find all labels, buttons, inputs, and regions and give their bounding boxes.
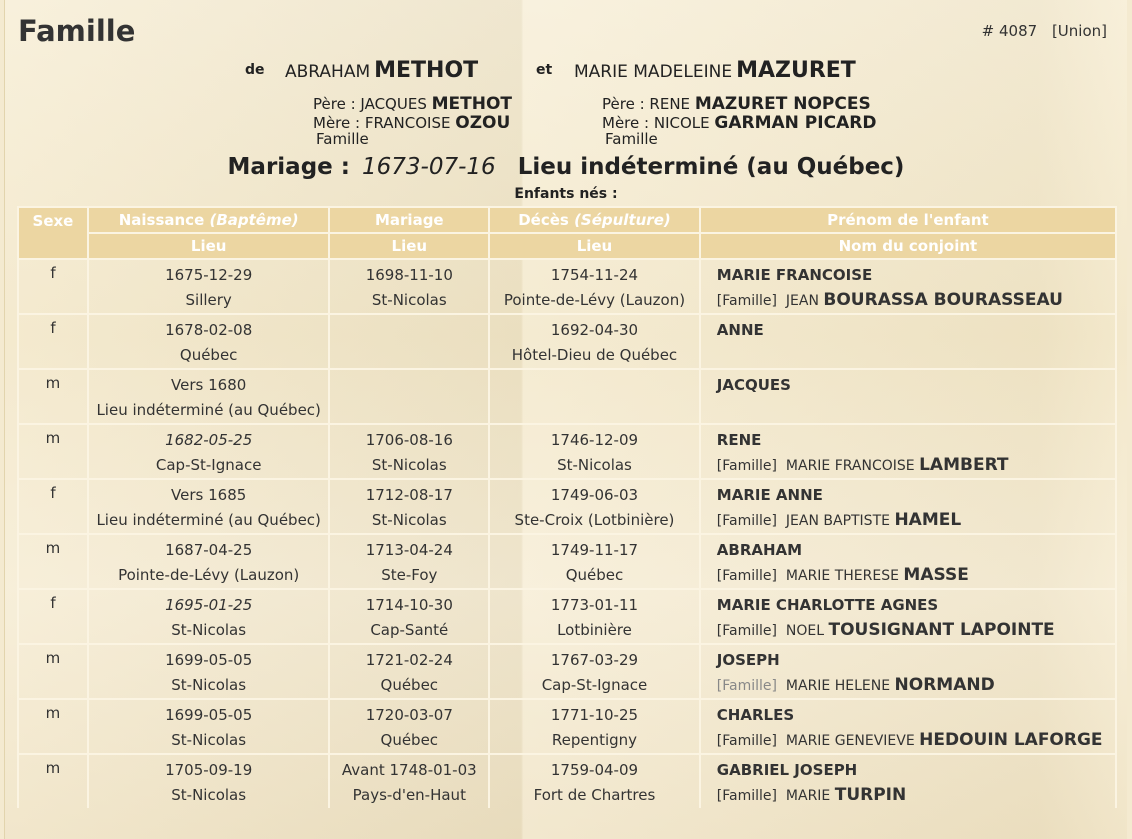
child-death-place: Ste-Croix (Lotbinière) [489,506,700,534]
child-birth-date: 1687-04-25 [88,534,330,561]
father-given: RENE [649,95,691,113]
child-birth-place: Québec [88,341,330,369]
child-death-place [489,396,700,424]
spouse-surname[interactable]: HAMEL [894,509,962,530]
child-birth-place: Pointe-de-Lévy (Lauzon) [88,561,330,589]
spouse-given[interactable]: JEAN BAPTISTE [785,512,890,529]
child-row-places [18,726,1116,754]
child-row [18,314,1116,341]
spouse-surname[interactable]: TURPIN [834,784,907,805]
child-row-places [18,286,1116,314]
child-birth-date: 1699-05-05 [88,644,330,671]
child-marriage-place [329,341,489,369]
child-sex: m [18,699,88,754]
child-spouse [700,341,1116,369]
husband-surname: METHOT [374,58,479,83]
child-sex: f [18,259,88,314]
wife-given: MARIE MADELEINE [574,62,733,82]
header-naissance: Naissance (Baptême) [88,207,330,233]
child-marriage-date [329,314,489,341]
child-marriage-place: Ste-Foy [329,561,489,589]
father-surname: METHOT [431,94,513,114]
header-lieu-deces: Lieu [489,233,700,259]
wife-family-link[interactable]: Famille [605,130,658,148]
children-table [17,206,1117,808]
family-link[interactable]: [Famille] [716,677,777,694]
family-link[interactable]: [Famille] [716,457,777,474]
child-marriage-date: 1698-11-10 [329,259,489,286]
child-death-place: Repentigny [489,726,700,754]
header-deces: Décès (Sépulture) [489,207,700,233]
wife-father[interactable] [602,94,871,114]
child-sex: m [18,644,88,699]
mother-surname: GARMAN PICARD [714,113,877,133]
header-lieu-naissance: Lieu [88,233,330,259]
family-page [4,0,1127,839]
child-death-place: Fort de Chartres [489,781,700,808]
father-surname: MAZURET NOPCES [694,94,871,114]
family-link[interactable]: [Famille] [716,787,777,804]
child-marriage-place: St-Nicolas [329,506,489,534]
spouse-given[interactable]: MARIE FRANCOISE [785,457,915,474]
husband-given: ABRAHAM [285,62,371,82]
spouse-surname[interactable]: TOUSIGNANT LAPOINTE [828,619,1055,640]
child-row [18,644,1116,671]
family-link[interactable]: [Famille] [716,512,777,529]
child-birth-place: St-Nicolas [88,616,330,644]
child-spouse [700,726,1116,754]
child-marriage-place: St-Nicolas [329,286,489,314]
child-name[interactable]: MARIE FRANCOISE [700,259,1116,286]
child-row [18,589,1116,616]
child-name[interactable]: ABRAHAM [700,534,1116,561]
child-row-places [18,561,1116,589]
wife-surname: MAZURET [736,58,856,83]
child-spouse [700,451,1116,479]
child-row-places [18,781,1116,808]
spouse-given[interactable]: MARIE GENEVIEVE [785,732,915,749]
page-title: Famille [18,14,136,48]
marriage-date: 1673-07-16 [362,154,496,180]
child-marriage-date [329,369,489,396]
family-link[interactable]: [Famille] [716,732,777,749]
child-marriage-date: 1706-08-16 [329,424,489,451]
child-death-date: 1773-01-11 [489,589,700,616]
child-sex: m [18,369,88,424]
child-death-date: 1692-04-30 [489,314,700,341]
mother-label: Mère : [602,114,650,132]
child-death-date: 1749-06-03 [489,479,700,506]
spouse-surname[interactable]: BOURASSA BOURASSEAU [823,289,1063,310]
child-marriage-place: Québec [329,726,489,754]
child-row [18,369,1116,396]
child-death-place: Hôtel-Dieu de Québec [489,341,700,369]
child-row-places [18,506,1116,534]
child-row-places [18,341,1116,369]
child-spouse [700,396,1116,424]
child-birth-place: Cap-St-Ignace [88,451,330,479]
spouse-surname[interactable]: LAMBERT [919,454,1009,475]
spouse-surname[interactable]: MASSE [903,564,969,585]
child-name[interactable]: MARIE ANNE [700,479,1116,506]
children-table-body [18,259,1116,808]
record-header-right [972,22,1107,40]
child-sex: f [18,479,88,534]
marriage-label: Mariage : [227,154,350,180]
husband-family-link[interactable]: Famille [316,130,369,148]
child-birth-date: 1678-02-08 [88,314,330,341]
mother-surname: OZOU [455,113,511,133]
child-row [18,424,1116,451]
spouse-given[interactable]: MARIE HELENE [785,677,891,694]
child-name[interactable]: JOSEPH [700,644,1116,671]
child-sex: m [18,754,88,808]
child-spouse [700,616,1116,644]
child-marriage-place: Québec [329,671,489,699]
child-birth-place: St-Nicolas [88,671,330,699]
child-name[interactable]: GABRIEL JOSEPH [700,754,1116,781]
mother-label: Mère : [313,114,361,132]
child-birth-place: St-Nicolas [88,781,330,808]
child-row-places [18,616,1116,644]
child-marriage-date: 1720-03-07 [329,699,489,726]
child-row [18,479,1116,506]
child-death-date: 1771-10-25 [489,699,700,726]
child-death-date [489,369,700,396]
child-name[interactable]: JACQUES [700,369,1116,396]
child-sex: m [18,534,88,589]
child-marriage-date: 1714-10-30 [329,589,489,616]
child-death-place: Cap-St-Ignace [489,671,700,699]
child-marriage-place: Pays-d'en-Haut [329,781,489,808]
child-birth-place: Lieu indéterminé (au Québec) [88,396,330,424]
child-row-places [18,396,1116,424]
child-marriage-date: 1713-04-24 [329,534,489,561]
child-row [18,754,1116,781]
child-row-places [18,671,1116,699]
child-marriage-date: Avant 1748-01-03 [329,754,489,781]
child-birth-date: Vers 1680 [88,369,330,396]
child-birth-place: St-Nicolas [88,726,330,754]
child-sex: f [18,314,88,369]
spouse-given[interactable]: MARIE [785,787,831,804]
de-label: de [245,62,265,78]
child-death-date: 1754-11-24 [489,259,700,286]
family-link[interactable]: [Famille] [716,567,777,584]
child-death-place: Pointe-de-Lévy (Lauzon) [489,286,700,314]
child-spouse [700,671,1116,699]
header-sexe: Sexe [18,207,88,259]
husband-father[interactable] [313,94,512,114]
spouse-given[interactable]: JEAN [785,292,819,309]
child-birth-place: Sillery [88,286,330,314]
child-name[interactable]: RENE [700,424,1116,451]
child-death-place: Lotbinière [489,616,700,644]
child-birth-place: Lieu indéterminé (au Québec) [88,506,330,534]
child-birth-date: 1705-09-19 [88,754,330,781]
mother-given: NICOLE [653,114,710,132]
child-birth-date: 1699-05-05 [88,699,330,726]
father-label: Père : [313,95,356,113]
child-marriage-place: St-Nicolas [329,451,489,479]
child-sex: m [18,424,88,479]
child-death-date: 1749-11-17 [489,534,700,561]
husband-name[interactable] [285,58,478,83]
header-mariage: Mariage [329,207,489,233]
child-death-date: 1746-12-09 [489,424,700,451]
child-death-place: Québec [489,561,700,589]
child-row-places [18,451,1116,479]
child-row [18,259,1116,286]
child-row [18,699,1116,726]
marriage-place: Lieu indéterminé (au Québec) [517,154,905,180]
marriage-line [5,154,1127,180]
family-link[interactable]: [Famille] [716,622,777,639]
child-birth-date: 1682-05-25 [88,424,330,451]
header-prenom: Prénom de l'enfant [700,207,1116,233]
child-death-place: St-Nicolas [489,451,700,479]
header-lieu-mariage: Lieu [329,233,489,259]
child-name[interactable]: ANNE [700,314,1116,341]
mother-given: FRANCOISE [364,114,451,132]
spouse-surname[interactable]: HEDOUIN LAFORGE [919,729,1103,750]
child-death-date: 1767-03-29 [489,644,700,671]
spouse-given[interactable]: NOEL [785,622,825,639]
father-label: Père : [602,95,645,113]
child-marriage-date: 1712-08-17 [329,479,489,506]
child-birth-date: 1675-12-29 [88,259,330,286]
child-row [18,534,1116,561]
child-spouse [700,286,1116,314]
et-label: et [536,62,553,78]
child-name[interactable]: CHARLES [700,699,1116,726]
child-sex: f [18,589,88,644]
spouse-surname[interactable]: NORMAND [894,674,995,695]
child-death-date: 1759-04-09 [489,754,700,781]
header-conjoint: Nom du conjoint [700,233,1116,259]
union-link[interactable]: [Union] [1051,22,1107,40]
spouse-given[interactable]: MARIE THERESE [785,567,899,584]
family-link[interactable]: [Famille] [716,292,777,309]
wife-name[interactable] [574,58,856,83]
child-marriage-place: Cap-Santé [329,616,489,644]
father-given: JACQUES [360,95,427,113]
child-birth-date: Vers 1685 [88,479,330,506]
child-marriage-date: 1721-02-24 [329,644,489,671]
child-birth-date: 1695-01-25 [88,589,330,616]
record-number: # 4087 [981,22,1038,40]
child-name[interactable]: MARIE CHARLOTTE AGNES [700,589,1116,616]
children-heading: Enfants nés : [514,186,618,202]
child-spouse [700,781,1116,808]
child-spouse [700,506,1116,534]
child-marriage-place [329,396,489,424]
child-spouse [700,561,1116,589]
